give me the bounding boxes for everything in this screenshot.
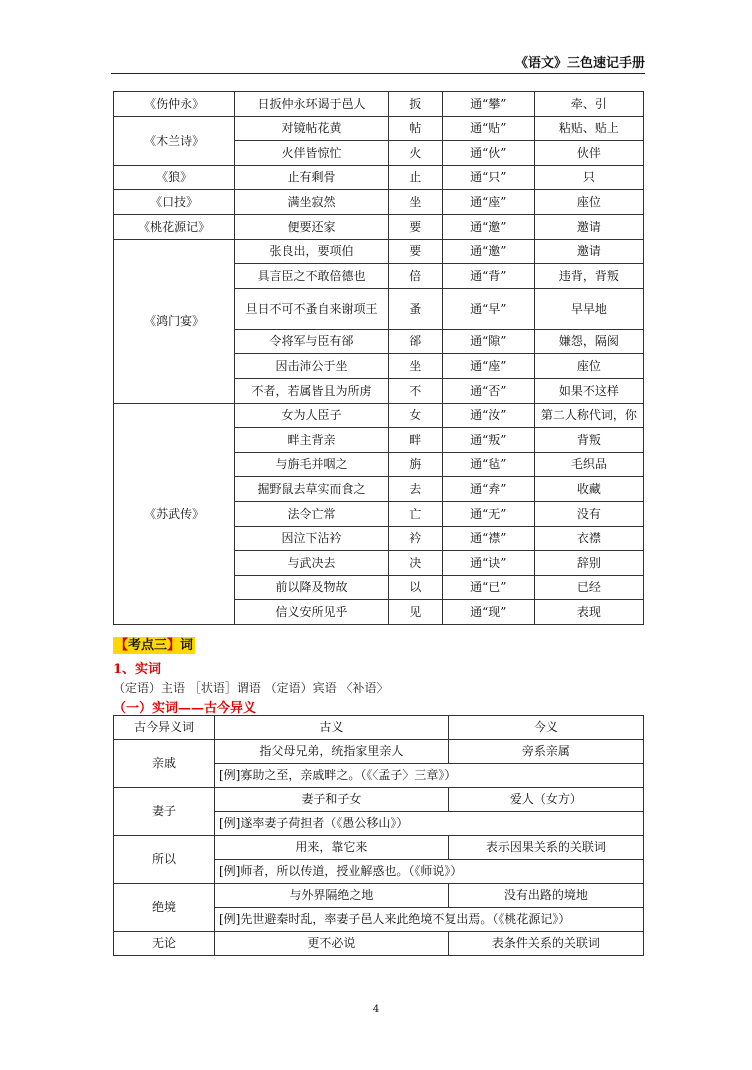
header-divider xyxy=(111,73,645,74)
gujin-row xyxy=(114,836,644,860)
gujin-row xyxy=(114,884,644,908)
meaning-cell: 邀请 xyxy=(534,239,643,264)
tong-char: 通“诀” xyxy=(442,551,534,576)
poem-title: 《狼》 xyxy=(114,165,235,190)
tongjia-char: 畔 xyxy=(388,428,442,453)
example-text: [例]遂率妻子荷担者（《愚公移山》） xyxy=(215,812,644,836)
tongjia-char: 见 xyxy=(388,600,442,625)
gujin-word: 所以 xyxy=(114,836,215,884)
tongjia-row xyxy=(114,190,644,215)
poem-title: 《鸿门宴》 xyxy=(114,239,235,403)
meaning-cell: 如果不这样 xyxy=(534,378,643,403)
tongjia-char: 火 xyxy=(388,141,442,166)
example-sentence: 因击沛公于坐 xyxy=(235,354,388,379)
example-text: [例]师者，所以传道，授业解惑也。（《师说》） xyxy=(215,860,644,884)
tongjia-char: 止 xyxy=(388,165,442,190)
poem-title: 《桃花源记》 xyxy=(114,214,235,239)
tongjia-char: 郤 xyxy=(388,329,442,354)
bracket-left: 【 xyxy=(115,638,129,653)
tongjia-char: 以 xyxy=(388,575,442,600)
tong-char: 通“弆” xyxy=(442,477,534,502)
gujin-word: 绝境 xyxy=(114,884,215,932)
gujin-table xyxy=(113,715,644,956)
meaning-cell: 伙伴 xyxy=(534,141,643,166)
example-sentence: 信义安所见乎 xyxy=(235,600,388,625)
page-header-title: 《语文》三色速记手册 xyxy=(514,56,645,71)
gujin-word: 无论 xyxy=(114,932,215,956)
meaning-cell: 已经 xyxy=(534,575,643,600)
meaning-cell: 辞别 xyxy=(534,551,643,576)
modern-meaning: 没有出路的境地 xyxy=(448,884,643,908)
example-sentence: 具言臣之不敢倍德也 xyxy=(235,264,388,289)
example-sentence: 便要还家 xyxy=(235,214,388,239)
tong-char: 通“邀” xyxy=(442,214,534,239)
meaning-cell: 只 xyxy=(534,165,643,190)
example-sentence: 女为人臣子 xyxy=(235,403,388,428)
tongjia-char: 衿 xyxy=(388,526,442,551)
tong-char: 通“汝” xyxy=(442,403,534,428)
example-sentence: 与旃毛并咽之 xyxy=(235,452,388,477)
meaning-cell: 毛织品 xyxy=(534,452,643,477)
tongjia-char: 蚤 xyxy=(388,288,442,329)
meaning-cell: 第二人称代词，你 xyxy=(534,403,643,428)
tong-char: 通“无” xyxy=(442,501,534,526)
tongjia-char: 坐 xyxy=(388,190,442,215)
ancient-meaning: 与外界隔绝之地 xyxy=(215,884,449,908)
tongjia-row xyxy=(114,403,644,428)
example-text: [例]寡助之至，亲戚畔之。（《〈孟子〉三章》） xyxy=(215,764,644,788)
section-label-text: 考点三 xyxy=(128,638,168,653)
meaning-cell: 衣襟 xyxy=(534,526,643,551)
meaning-cell: 座位 xyxy=(534,190,643,215)
gujin-row xyxy=(114,740,644,764)
modern-meaning: 旁系亲属 xyxy=(448,740,643,764)
tongjia-char: 要 xyxy=(388,239,442,264)
gujin-word: 亲戚 xyxy=(114,740,215,788)
example-sentence: 满坐寂然 xyxy=(235,190,388,215)
tong-char: 通“襟” xyxy=(442,526,534,551)
meaning-cell: 邀请 xyxy=(534,214,643,239)
tongjia-char: 决 xyxy=(388,551,442,576)
meaning-cell: 粘贴、贴上 xyxy=(534,116,643,141)
page-number: 4 xyxy=(372,1004,380,1015)
section-label xyxy=(113,637,195,654)
tong-char: 通“毡” xyxy=(442,452,534,477)
tong-char: 通“只” xyxy=(442,165,534,190)
column-header: 古今异义词 xyxy=(114,716,215,740)
tongjia-row xyxy=(114,116,644,141)
example-sentence: 不者，若属皆且为所虏 xyxy=(235,378,388,403)
tong-char: 通“现” xyxy=(442,600,534,625)
tongjia-char: 旃 xyxy=(388,452,442,477)
tongjia-row xyxy=(114,92,644,117)
poem-title: 《伤仲永》 xyxy=(114,92,235,117)
tongjia-char: 亡 xyxy=(388,501,442,526)
bracket-right: 】 xyxy=(167,638,181,653)
example-sentence: 止有剩骨 xyxy=(235,165,388,190)
example-sentence: 令将军与臣有郤 xyxy=(235,329,388,354)
tongjia-row xyxy=(114,214,644,239)
example-sentence: 因泣下沾衿 xyxy=(235,526,388,551)
tong-char: 通“背” xyxy=(442,264,534,289)
tong-char: 通“攀” xyxy=(442,92,534,117)
modern-meaning: 爱人（女方） xyxy=(448,788,643,812)
tongjia-char: 倍 xyxy=(388,264,442,289)
poem-title: 《苏武传》 xyxy=(114,403,235,624)
meaning-cell: 表现 xyxy=(534,600,643,625)
tongjia-char: 要 xyxy=(388,214,442,239)
example-sentence: 掘野鼠去草实而食之 xyxy=(235,477,388,502)
column-header: 今义 xyxy=(448,716,643,740)
ancient-meaning: 妻子和子女 xyxy=(215,788,449,812)
example-sentence: 对镜帖花黄 xyxy=(235,116,388,141)
example-sentence: 与武决去 xyxy=(235,551,388,576)
modern-meaning: 表条件关系的关联词 xyxy=(448,932,643,956)
meaning-cell: 牵、引 xyxy=(534,92,643,117)
tongjia-char: 女 xyxy=(388,403,442,428)
meaning-cell: 早早地 xyxy=(534,288,643,329)
example-sentence: 旦日不可不蚤自来谢项王 xyxy=(235,288,388,329)
example-sentence: 法令亡常 xyxy=(235,501,388,526)
gujin-row xyxy=(114,788,644,812)
meaning-cell: 没有 xyxy=(534,501,643,526)
tongjia-char: 去 xyxy=(388,477,442,502)
tongjia-char: 帖 xyxy=(388,116,442,141)
ancient-meaning: 指父母兄弟，统指家里亲人 xyxy=(215,740,449,764)
tong-char: 通“已” xyxy=(442,575,534,600)
example-text: [例]先世避秦时乱，率妻子邑人来此绝境不复出焉。（《桃花源记》） xyxy=(215,908,644,932)
grammar-line: （定语）主语 ［状语］谓语 （定语）宾语 〈补语〉 xyxy=(113,681,389,695)
meaning-cell: 嫌怨，隔阂 xyxy=(534,329,643,354)
modern-meaning: 表示因果关系的关联词 xyxy=(448,836,643,860)
tong-char: 通“座” xyxy=(442,190,534,215)
tongjia-char: 扳 xyxy=(388,92,442,117)
example-sentence: 张良出，要项伯 xyxy=(235,239,388,264)
tong-char: 通“座” xyxy=(442,354,534,379)
tongjia-char: 不 xyxy=(388,378,442,403)
meaning-cell: 违背，背叛 xyxy=(534,264,643,289)
tong-char: 通“早” xyxy=(442,288,534,329)
heading-shici: 1、实词 xyxy=(113,662,162,677)
heading-gujin: （一）实词——古今异义 xyxy=(113,701,257,716)
ancient-meaning: 用来，靠它来 xyxy=(215,836,449,860)
section-title: 词 xyxy=(180,638,194,653)
meaning-cell: 收藏 xyxy=(534,477,643,502)
example-sentence: 前以降及物故 xyxy=(235,575,388,600)
poem-title: 《木兰诗》 xyxy=(114,116,235,165)
ancient-meaning: 更不必说 xyxy=(215,932,449,956)
tongjia-row xyxy=(114,239,644,264)
poem-title: 《口技》 xyxy=(114,190,235,215)
column-header: 古义 xyxy=(215,716,449,740)
tong-char: 通“叛” xyxy=(442,428,534,453)
tong-char: 通“伙” xyxy=(442,141,534,166)
tong-char: 通“隙” xyxy=(442,329,534,354)
tongjia-char: 坐 xyxy=(388,354,442,379)
meaning-cell: 座位 xyxy=(534,354,643,379)
gujin-row xyxy=(114,932,644,956)
example-sentence: 火伴皆惊忙 xyxy=(235,141,388,166)
tongjia-table xyxy=(113,91,644,625)
tong-char: 通“邀” xyxy=(442,239,534,264)
meaning-cell: 背叛 xyxy=(534,428,643,453)
header-row xyxy=(114,716,644,740)
tong-char: 通“贴” xyxy=(442,116,534,141)
example-sentence: 畔主背亲 xyxy=(235,428,388,453)
example-sentence: 日扳仲永环谒于邑人 xyxy=(235,92,388,117)
gujin-word: 妻子 xyxy=(114,788,215,836)
tongjia-row xyxy=(114,165,644,190)
tong-char: 通“否” xyxy=(442,378,534,403)
